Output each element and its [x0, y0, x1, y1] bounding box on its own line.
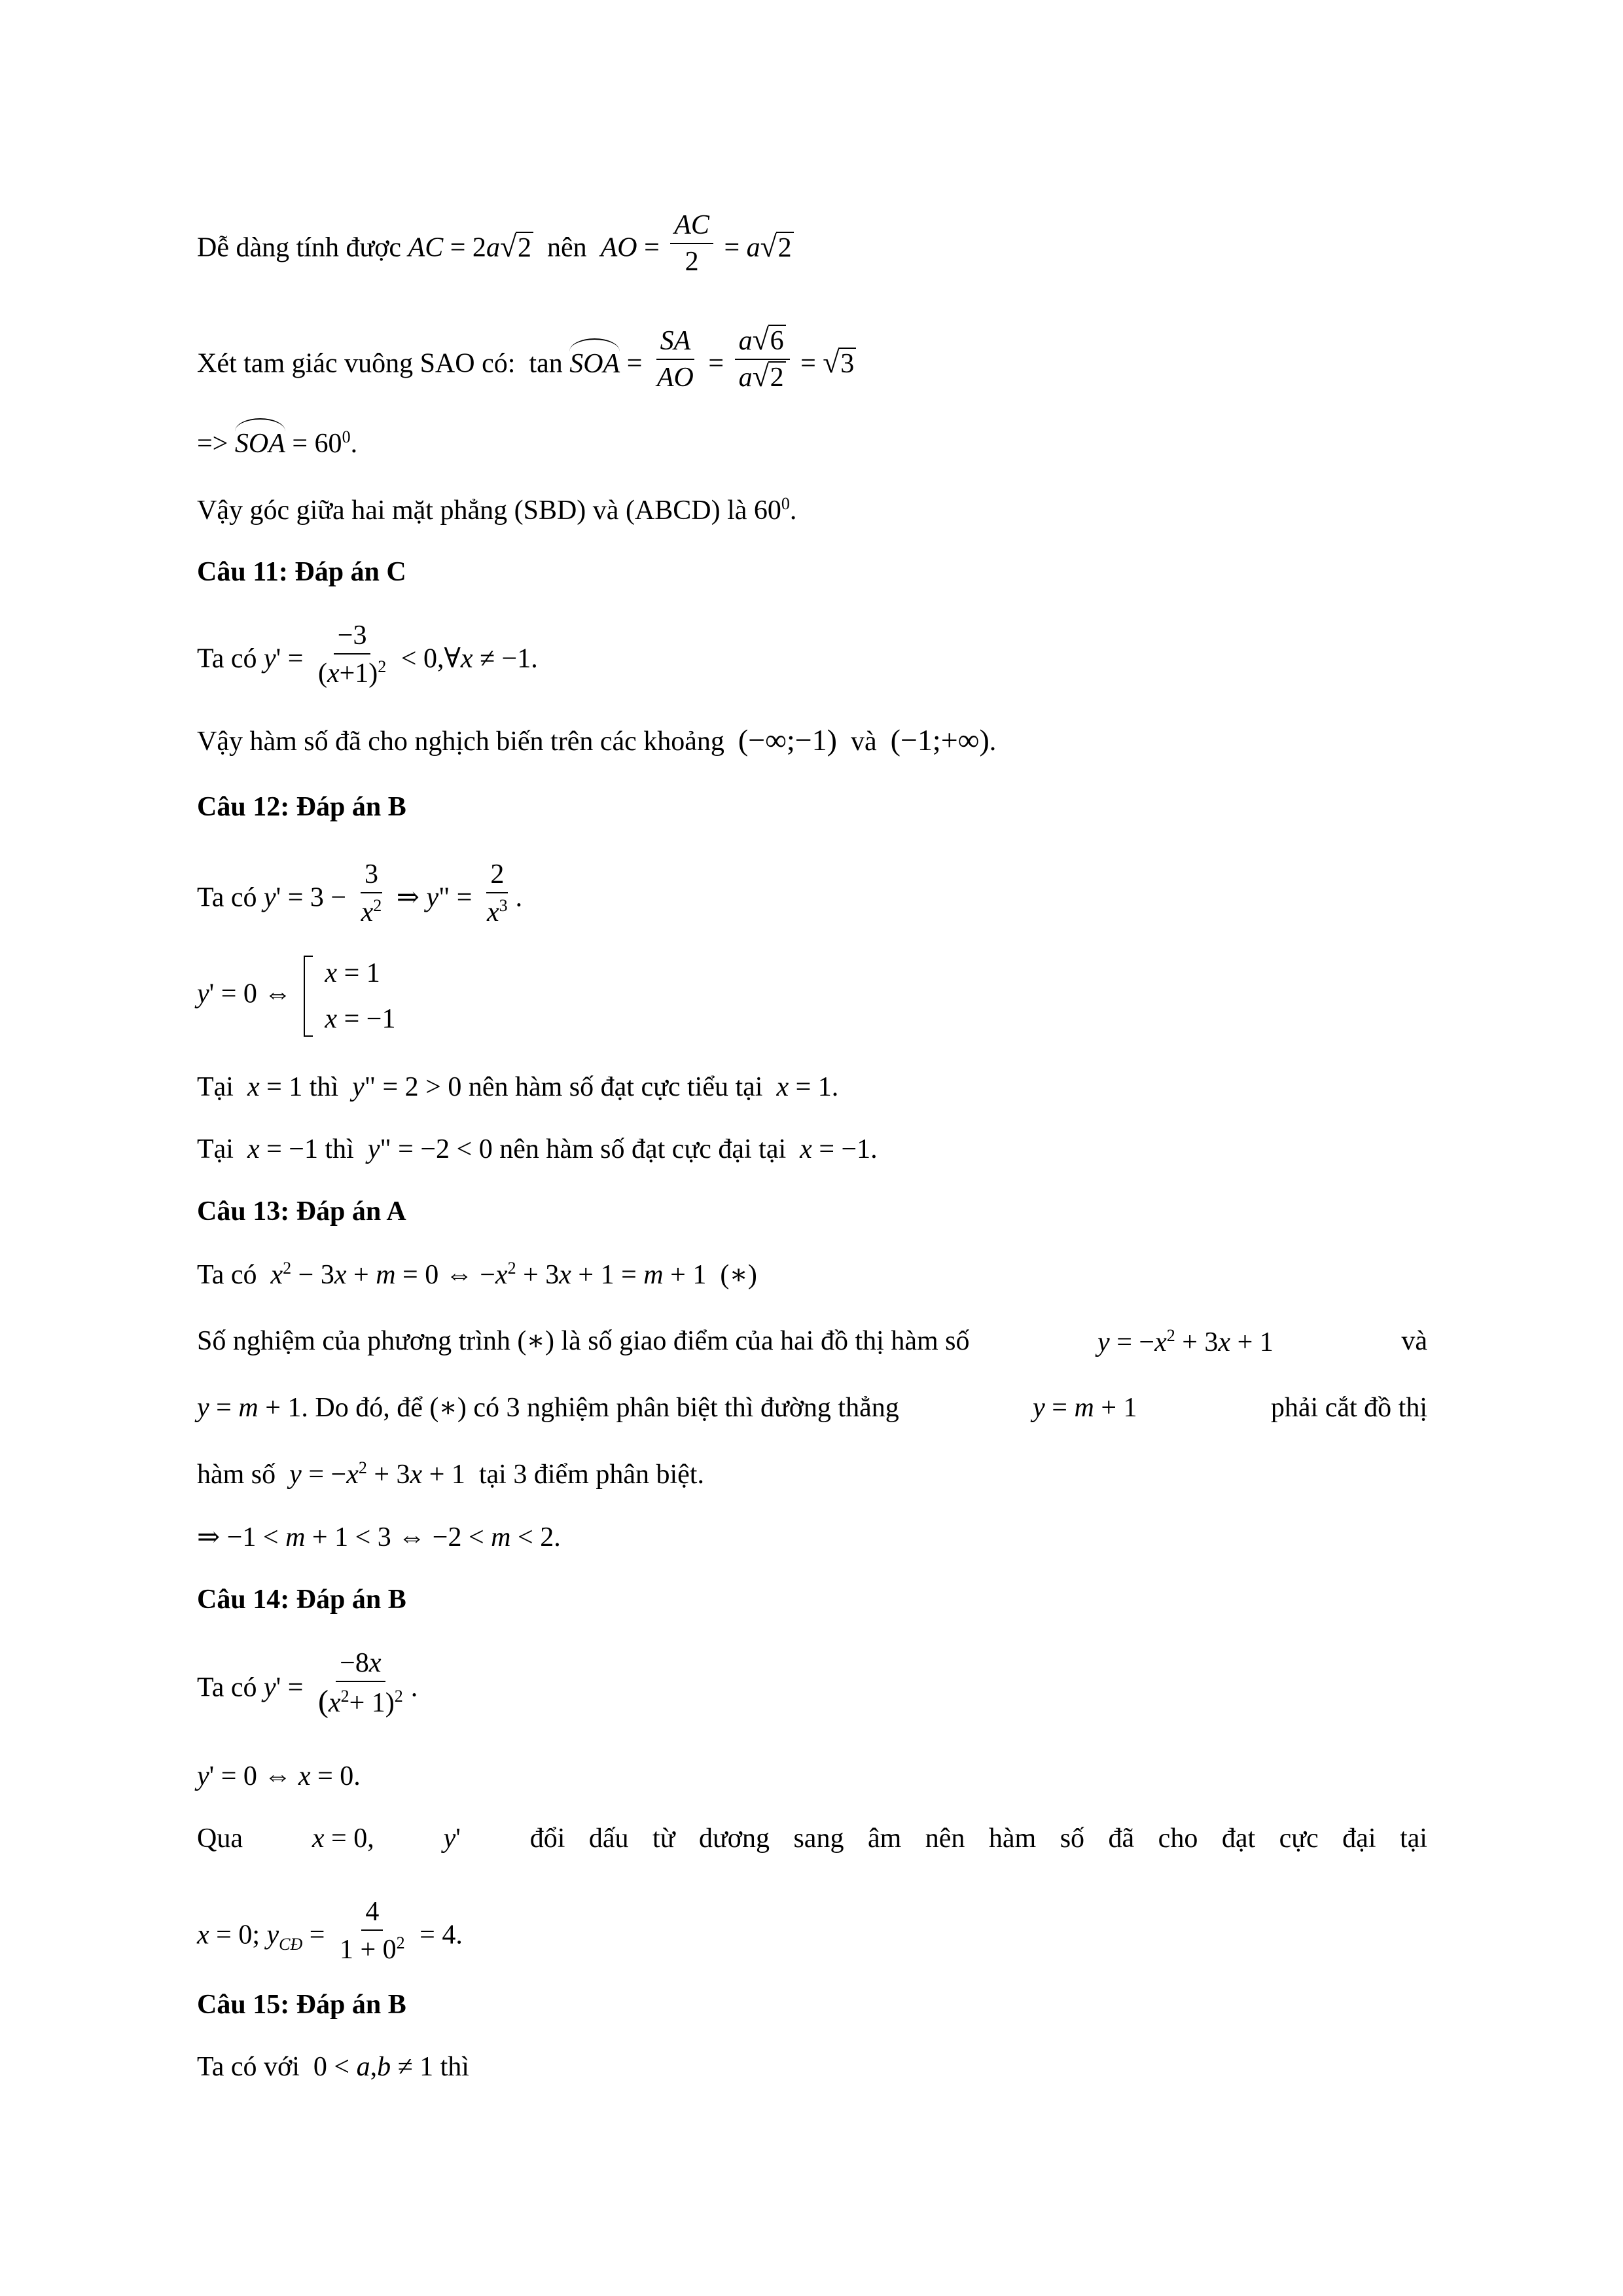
- math-num: 60: [753, 495, 781, 526]
- sqrt: [762, 234, 794, 262]
- angle-soa: SOA: [569, 350, 620, 378]
- punct: .: [350, 429, 358, 459]
- angle-soa: SOA: [235, 430, 285, 457]
- math-var: AC: [408, 232, 444, 263]
- sqrt: [501, 234, 533, 262]
- math-op: ≠ −1.: [479, 643, 538, 674]
- math-op: ' = 3 −: [276, 882, 347, 913]
- heading-cau-12: Câu 12: Đáp án B: [197, 792, 406, 822]
- line-min-12: Tại x = 1 thì y" = 2 > 0 nên hàm số đạt cực tiểu tại x = 1.: [197, 1072, 839, 1102]
- numerator: AC: [670, 211, 713, 244]
- math-var: y: [264, 643, 276, 674]
- system: x = 1 x = −1: [325, 958, 396, 1034]
- math-var: a: [486, 232, 500, 263]
- math-op: = 2: [450, 232, 486, 263]
- sqrt: √ 3: [824, 350, 856, 378]
- radicand: 2: [776, 232, 794, 263]
- math-op: =: [800, 348, 816, 379]
- line-system-12: [197, 956, 395, 1037]
- math-op: =: [626, 348, 643, 379]
- math-op: =: [724, 232, 740, 263]
- text: Ta có: [197, 882, 257, 913]
- line-max-value-14: x = 0; $y_{CĐ}$ = $\frac{4}{1 + 0^2}$ = 4.: [197, 1897, 463, 1965]
- line-sign-change-14: Qua x = 0, y' đổi dấu từ dương sang âm nên hàm số đã cho đạt cực đại tại: [197, 1823, 1427, 1854]
- text: Vậy góc giữa hai mặt phẳng (SBD) và (ABCD) là: [197, 495, 747, 526]
- fraction: $\frac{a√ 6}{a√ 2}$: [735, 327, 790, 391]
- math-var: AO: [600, 232, 637, 263]
- math-op: ⇒: [396, 882, 419, 913]
- line-equation-13: Ta có $x^2 - 3x + m = 0$ ⇔ $-x^2 + 3x + 1 = m + 1$ (∗): [197, 1259, 757, 1290]
- fraction: [670, 211, 713, 276]
- line-max-12: Tại x = −1 thì y" = −2 < 0 nên hàm số đạt cực đại tại x = −1.: [197, 1134, 878, 1164]
- fraction: $\frac{2}{x^3}$: [486, 859, 508, 927]
- math-op: = 60: [292, 429, 342, 459]
- punct: .: [989, 726, 997, 757]
- radicand: 2: [516, 232, 533, 263]
- punct: .: [515, 882, 523, 913]
- interval: (−∞;−1): [738, 723, 838, 757]
- line-graph-13: hàm số $y = -x^2 + 3x + 1$ tại 3 điểm phân biệt.: [197, 1458, 704, 1490]
- math-op: =: [708, 348, 724, 379]
- heading-cau-15: Câu 15: Đáp án B: [197, 1990, 406, 2020]
- line-tan-soa: [197, 326, 856, 398]
- math-var: x: [460, 643, 473, 674]
- line-angle-conclusion: [197, 495, 796, 524]
- fraction: $\frac{4}{1 + 0^2}$: [339, 1897, 405, 1965]
- line-intersection-13: Số nghiệm của phương trình (∗) là số giao điểm của hai đồ thị hàm số $y = -x^2 + 3x + 1$ và: [197, 1326, 1427, 1357]
- heading-cau-14: Câu 14: Đáp án B: [197, 1585, 406, 1615]
- line-line-cut-13: y = m + 1. Do đó, để (∗) có 3 nghiệm phân biệt thì đường thẳng y = m + 1 phải cắt đồ thị: [197, 1393, 1427, 1423]
- math-var: y: [264, 882, 276, 913]
- line-zero-14: y' = 0 ⇔ x = 0.: [197, 1761, 361, 1791]
- line-monotone-11: [197, 725, 996, 755]
- punct: .: [789, 495, 797, 526]
- math-op: ' = 0 ⇔: [209, 978, 292, 1009]
- fraction: $\frac{3}{x^2}$: [361, 859, 382, 927]
- fraction: $\frac{-8x}{(x^2+ 1)^2}$: [317, 1648, 403, 1719]
- line-derivative-12: [197, 859, 523, 933]
- text: và: [851, 726, 877, 757]
- text: Xét tam giác vuông SAO có:: [197, 348, 516, 379]
- line-soa-60: [197, 429, 357, 457]
- math-op: =>: [197, 429, 228, 459]
- text: Ta có: [197, 643, 257, 674]
- fraction: $\frac{SA}{AO}$: [656, 326, 694, 393]
- math-func: tan: [529, 348, 563, 379]
- line-derivative-14: Ta có y' = $\frac{-8x}{(x^2+ 1)^2}$ .: [197, 1648, 418, 1719]
- degree: 0: [781, 494, 790, 513]
- line-range-13: ⇒ −1 < m + 1 < 3 ⇔ −2 < m < 2.: [197, 1522, 561, 1552]
- math-op: =: [644, 232, 660, 263]
- line-derivative-11: [197, 620, 538, 694]
- math-var: y: [426, 882, 439, 913]
- degree: 0: [342, 427, 351, 446]
- math-op: ' =: [276, 643, 304, 674]
- bracket-icon: [304, 956, 313, 1037]
- denominator: 2: [685, 247, 699, 277]
- fraction: $\frac{-3}{(x+1)^2}$: [317, 620, 387, 689]
- line-condition-15: Ta có với 0 < a,b ≠ 1 thì: [197, 2052, 469, 2082]
- text: Dễ dàng tính được: [197, 232, 402, 263]
- math-op: " =: [438, 882, 473, 913]
- line-compute-ac: [197, 210, 794, 282]
- text: nên: [546, 232, 587, 263]
- text: Vậy hàm số đã cho nghịch biến trên các khoảng: [197, 726, 724, 757]
- math-var: y: [197, 978, 209, 1009]
- heading-cau-13: Câu 13: Đáp án A: [197, 1196, 406, 1227]
- math-var: a: [746, 232, 760, 263]
- math-op: < 0,∀: [401, 643, 461, 674]
- interval: (−1;+∞): [890, 723, 990, 757]
- heading-cau-11: Câu 11: Đáp án C: [197, 557, 406, 587]
